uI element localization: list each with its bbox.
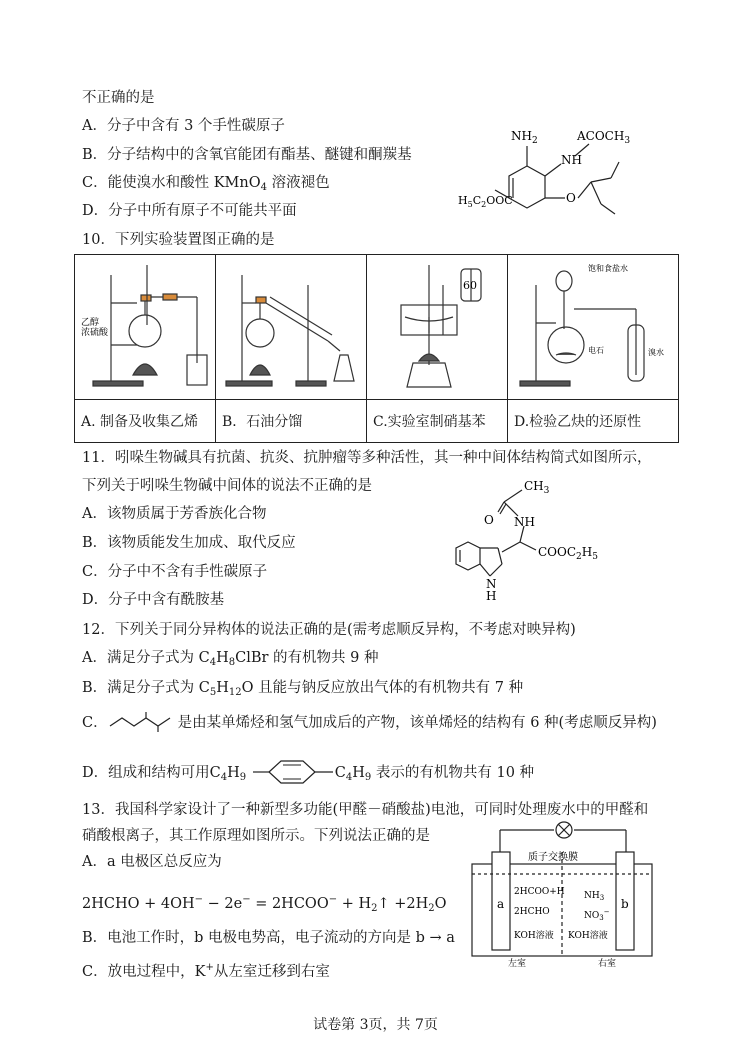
q9-option-b: B．分子结构中的含氧官能团有酯基、醚键和酮羰基: [82, 147, 412, 163]
right-nh3-label: $NH_3$: [584, 891, 605, 902]
q12-option-d: D．组成和结构可用$C_4H_9$ $C_4H_9$ 表示的有机物共有 10 种: [82, 758, 534, 788]
q13-option-c: C．放电过程中，K+从左室迁移到右室: [82, 962, 330, 980]
caption-b: B．石油分馏: [216, 400, 367, 443]
apparatus-b-cell: [216, 255, 367, 400]
q11-nh-label: NH: [514, 515, 535, 529]
q11-option-c: C．分子中不含有手性碳原子: [82, 564, 268, 580]
apparatus-d-carbide-label: 电石: [588, 346, 604, 355]
apparatus-d-cell: [508, 255, 679, 400]
apparatus-c-diagram: [367, 255, 507, 395]
q9-nh-label: NH: [561, 153, 582, 167]
apparatus-d-diagram: [508, 255, 678, 395]
left-hcho-label: 2HCHO: [514, 907, 550, 917]
q13-option-b: B．电池工作时，b 电极电势高，电子流动的方向是 b → a: [82, 930, 455, 946]
q12-benzene-ring: [251, 758, 335, 786]
q11-n-label: N: [486, 577, 497, 591]
q11-ch3-label: $CH_3$: [524, 479, 550, 496]
q9-ester-label: $H_5C_2OOC$: [458, 194, 513, 209]
q13-battery-diagram: [468, 818, 668, 968]
right-koh-label: KOH溶液: [568, 931, 608, 941]
q9-stem: 不正确的是: [82, 90, 155, 106]
q12-option-a: A．满足分子式为 $C_4H_8ClBr$ 的有机物共 9 种: [82, 650, 379, 668]
left-koh-label: KOH溶液: [514, 931, 554, 941]
q11-stem-line2: 下列关于吲哚生物碱中间体的说法不正确的是: [82, 478, 372, 494]
membrane-label: 质子交换膜: [528, 852, 578, 863]
caption-a: A. 制备及收集乙烯: [75, 400, 216, 443]
q11-o-label: O: [484, 513, 494, 527]
apparatus-d-bromine-label: 溴水: [648, 348, 664, 357]
apparatus-b-diagram: [216, 255, 366, 395]
q12-option-c: C． 是由某单烯烃和氢气加成后的产物，该单烯烃的结构有 6 种(考虑顺反异构): [82, 712, 657, 733]
caption-c: C.实验室制硝基苯: [367, 400, 508, 443]
q9-nh2-label: $NH_2$: [511, 129, 538, 146]
q9-option-c: C．能使溴水和酸性 KMnO$_4$ 溶液褪色: [82, 175, 330, 193]
apparatus-d-brine-label: 饱和食盐水: [588, 264, 628, 273]
q13-stem-line1: 13．我国科学家设计了一种新型多功能(甲醛－硝酸盐)电池，可同时处理废水中的甲醛和: [82, 802, 649, 818]
q9-option-d: D．分子中所有原子不可能共平面: [82, 203, 297, 219]
apparatus-a-ethanol-label: 乙醇: [81, 318, 100, 328]
apparatus-c-cell: [367, 255, 508, 400]
apparatus-a-diagram: [75, 255, 215, 395]
q12-option-b: B．满足分子式为 $C_5H_{12}O$ 且能与钠反应放出气体的有机物共有 7 种: [82, 680, 524, 698]
q13-stem-line2: 硝酸根离子，其工作原理如图所示。下列说法正确的是: [82, 828, 430, 844]
q11-ester-label: $COOC_2H_5$: [538, 545, 598, 562]
q13-option-a: A．a 电极区总反应为: [82, 854, 222, 870]
q12-stem: 12．下列关于同分异构体的说法正确的是(需考虑顺反异构，不考虑对映异构): [82, 622, 576, 638]
apparatus-c-thermometer-label: 60: [463, 279, 477, 292]
q9-acoch3-label: $ACOCH_3$: [577, 129, 631, 146]
page-footer: 试卷第 3页，共 7页: [313, 1017, 438, 1033]
right-room-label: 右室: [598, 959, 617, 968]
left-hcoo-label: 2HCOO+H: [514, 887, 565, 897]
q9-o-label: O: [566, 191, 576, 205]
electrode-b-label: b: [621, 897, 629, 911]
q10-stem: 10．下列实验装置图正确的是: [82, 232, 275, 248]
apparatus-a-acid-label: 浓硫酸: [81, 328, 109, 338]
q9-option-a: A．分子中含有 3 个手性碳原子: [82, 118, 285, 134]
electrode-a-label: a: [497, 897, 505, 911]
left-room-label: 左室: [508, 959, 527, 968]
q10-apparatus-table: [74, 254, 679, 443]
q9-ring: [509, 166, 545, 208]
q12-skeletal-formula: [108, 712, 178, 732]
q11-option-b: B．该物质能发生加成、取代反应: [82, 535, 296, 551]
q11-h-label: H: [486, 589, 497, 603]
q11-stem-line1: 11．吲哚生物碱具有抗菌、抗炎、抗肿瘤等多种活性，其一种中间体结构简式如图所示，: [82, 450, 652, 466]
q13-equation: 2HCHO + 4OH− − 2e− = 2HCOO− + $H_2↑ +2H_2O$: [82, 894, 447, 914]
q11-molecule-structure: [440, 476, 640, 604]
right-no3-label: $NO_3^-$: [584, 908, 610, 922]
apparatus-a-cell: [75, 255, 216, 400]
caption-d: D.检验乙炔的还原性: [508, 400, 679, 443]
q9-molecule-structure: [455, 118, 655, 228]
q11-option-d: D．分子中含有酰胺基: [82, 592, 225, 608]
q11-option-a: A．该物质属于芳香族化合物: [82, 506, 267, 522]
